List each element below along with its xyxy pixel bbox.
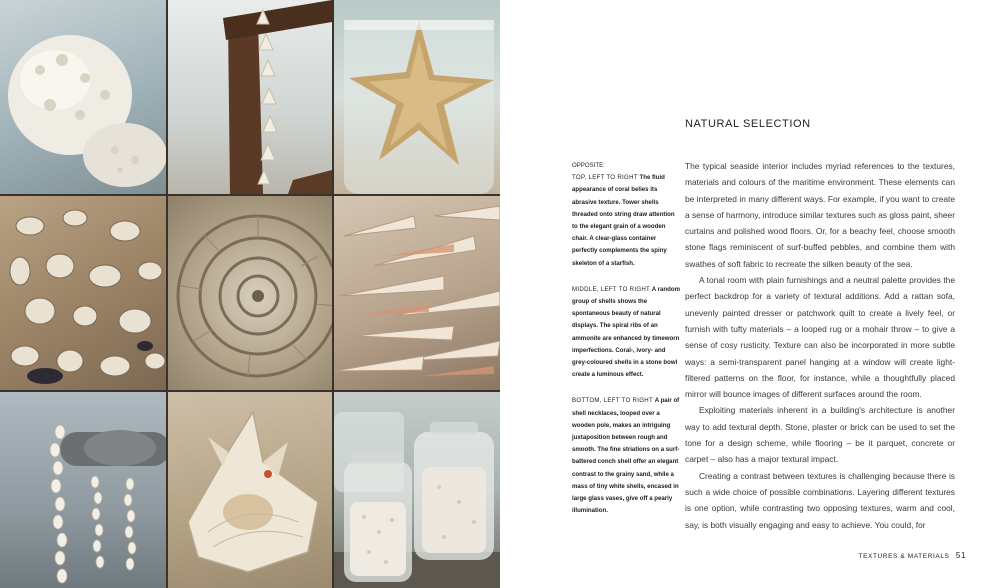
photo-shell-necklaces [0, 392, 166, 588]
photo-coral [0, 0, 166, 194]
caption-bottom-body: A pair of shell necklaces, looped over a wooden pole, makes an intriguing juxtaposition between rough and smooth. The fine striations on a surf-battered conch shell offer an elegant contrast to the grainy sand, while a mass of tiny white shells, encased in large glass vases, give off a pearly illumination. [572, 397, 680, 515]
photo-chair-shell-string [168, 0, 332, 194]
caption-top [572, 160, 680, 270]
photo-captions [572, 160, 680, 531]
caption-opposite-label: OPPOSITE: [572, 162, 605, 169]
section-title: NATURAL SELECTION [685, 118, 811, 130]
body-paragraph-3: Exploiting materials inherent in a building's architecture is another way to add textural depth. Stone, plaster or brick can be used to set the tone for a design scheme, while flooring – be it parquet, concrete or carpet – also has a major textural impact. [685, 405, 955, 465]
photo-glass-vases [334, 392, 500, 588]
caption-bottom-head: BOTTOM, LEFT TO RIGHT [572, 397, 654, 405]
page-number: 51 [955, 551, 966, 560]
photo-tower-shells [334, 196, 500, 390]
body-paragraph-1: The typical seaside interior includes myriad references to the textures, materials and colours of the maritime environment. These elements can be interpreted in many different ways. For example, if you want to create a sense of harmony, introduce similar textures such as gloss paint, sheer curtains and polished wood floors. Or, for a beachy feel, choose smooth stone flags reminiscent of surf-buffed pebbles, and combine them with swathes of soft fabric to recreate the silken beauty of the sea. [685, 161, 955, 269]
caption-middle-head: MIDDLE, LEFT TO RIGHT [572, 285, 651, 293]
body-paragraph-2: A tonal room with plain furnishings and a neutral palette provides the perfect backdrop for a variety of textural additions. Add a rattan sofa, unevenly painted dresser or patchwork quilt to create a lively feel, or furnish with tufty materials – a looped rug or a mohair throw – to give a sense of cosy rusticity. Texture can also be incorporated in more subtle ways: a semi-transparent panel hanging at a window will create light-filtered patterns on the floor, for instance, while a thoughtfully placed mirror will bounce images of different surfaces around the room. [685, 275, 955, 400]
photo-starfish-jar [334, 0, 500, 194]
caption-middle [572, 284, 680, 382]
photo-ammonite [168, 196, 332, 390]
caption-middle-body: A random group of shells shows the spontaneous beauty of natural displays. The spiral ribs of an ammonite are enhanced by timeworn imperfections. Coral-, ivory- and grey-coloured shells in a stone bowl create a luminous effect. [572, 285, 681, 379]
running-head: TEXTURES & MATERIALS [858, 553, 950, 560]
caption-bottom [572, 395, 680, 517]
caption-top-head: TOP, LEFT TO RIGHT [572, 174, 638, 182]
body-text [685, 158, 955, 533]
caption-top-body: The fluid appearance of coral belies its abrasive texture. Tower shells threaded onto string draw attention to the elegant grain of a wooden chair. A clear-glass container perfectly complements the spiny skeleton of a starfish. [572, 174, 675, 267]
body-paragraph-4: Creating a contrast between textures is challenging because there is such a wide choice of possible combinations. Layering different textures is one option, while contrasting two opposing textures, warm and cool, say, is both visually engaging and easy to achieve. You could, for [685, 470, 955, 530]
page-footer [859, 551, 967, 560]
photo-shells-group [0, 196, 166, 390]
photo-conch-shell [168, 392, 332, 588]
